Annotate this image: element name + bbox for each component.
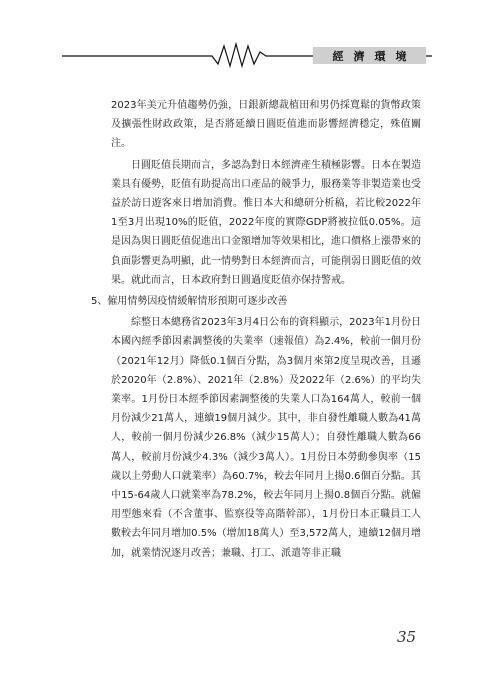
paragraph-1: 2023年美元升值趨勢仍強，日銀新總裁植田和男仍採寬鬆的貨幣政策及擴張性財政政策，是否將延續日圓貶值進而影響經濟穩定，殊值關注。 [111, 100, 421, 150]
section-title: 經濟環境 [332, 49, 417, 63]
section-title-tab [313, 47, 426, 64]
page-number: 35 [397, 628, 417, 646]
paragraph-2: 日圓貶值長期而言，多認為對日本經濟產生積極影響。日本在製造業具有優勢，貶值有助提高出口產品的競爭力，服務業等非製造業也受益於訪日遊客來日增加消費。惟日本大和總研分析稿，若比較2022年1至3月出現10%的貶值，2022年度的實際GDP將被拉低0.05%。這是因為與日圓貶值促進出口金額增加等效果相比，進口價格上漲帶來的負面影響更為明顯，此一情勢對日本經濟而言，可能削弱日圓貶值的效果。就此而言，日本政府對日圓過度貶值亦保持警戒。 [111, 159, 421, 286]
main-content [91, 96, 421, 565]
section-heading: 5、僱用情勢因疫情緩解情形預期可逐步改善 [91, 296, 288, 308]
paragraph-3: 綜整日本總務省2023年3月4日公布的資料顯示，2023年1月份日本國內經季節因素調整後的失業率（速報值）為2.4%，較前一個月份（2021年12月）降低0.1個百分點，為3個月來第2度呈現改善，且遜於2020年（2.8%）、2021年（2.8%）及2022年（2.6%）的平均失業率。1月份日本經季節因素調整後的失業人口為164萬人，較前一個月份減少21萬人，連續19個月減少。其中，非自發性離職人數為41萬人，較前一個月份減少26.8%（減少15萬人）；自發性離職人數為66萬人，較前月份減少4.3%（減少3萬人）。1月份日本勞動參與率（15歲以上勞動人口就業率）為60.7%，較去年同月上揚0.6個百分點。其中15-64歲人口就業率為78.2%，較去年同月上揚0.8個百分點。就僱用型態來看（不含董事、監察役等高階幹部），1月份日本正職員工人數較去年同月增加0.5%（增加18萬人）至3,572萬人，連續12個月增加，就業情況逐月改善；兼職、打工、派遣等非正職 [111, 317, 421, 559]
